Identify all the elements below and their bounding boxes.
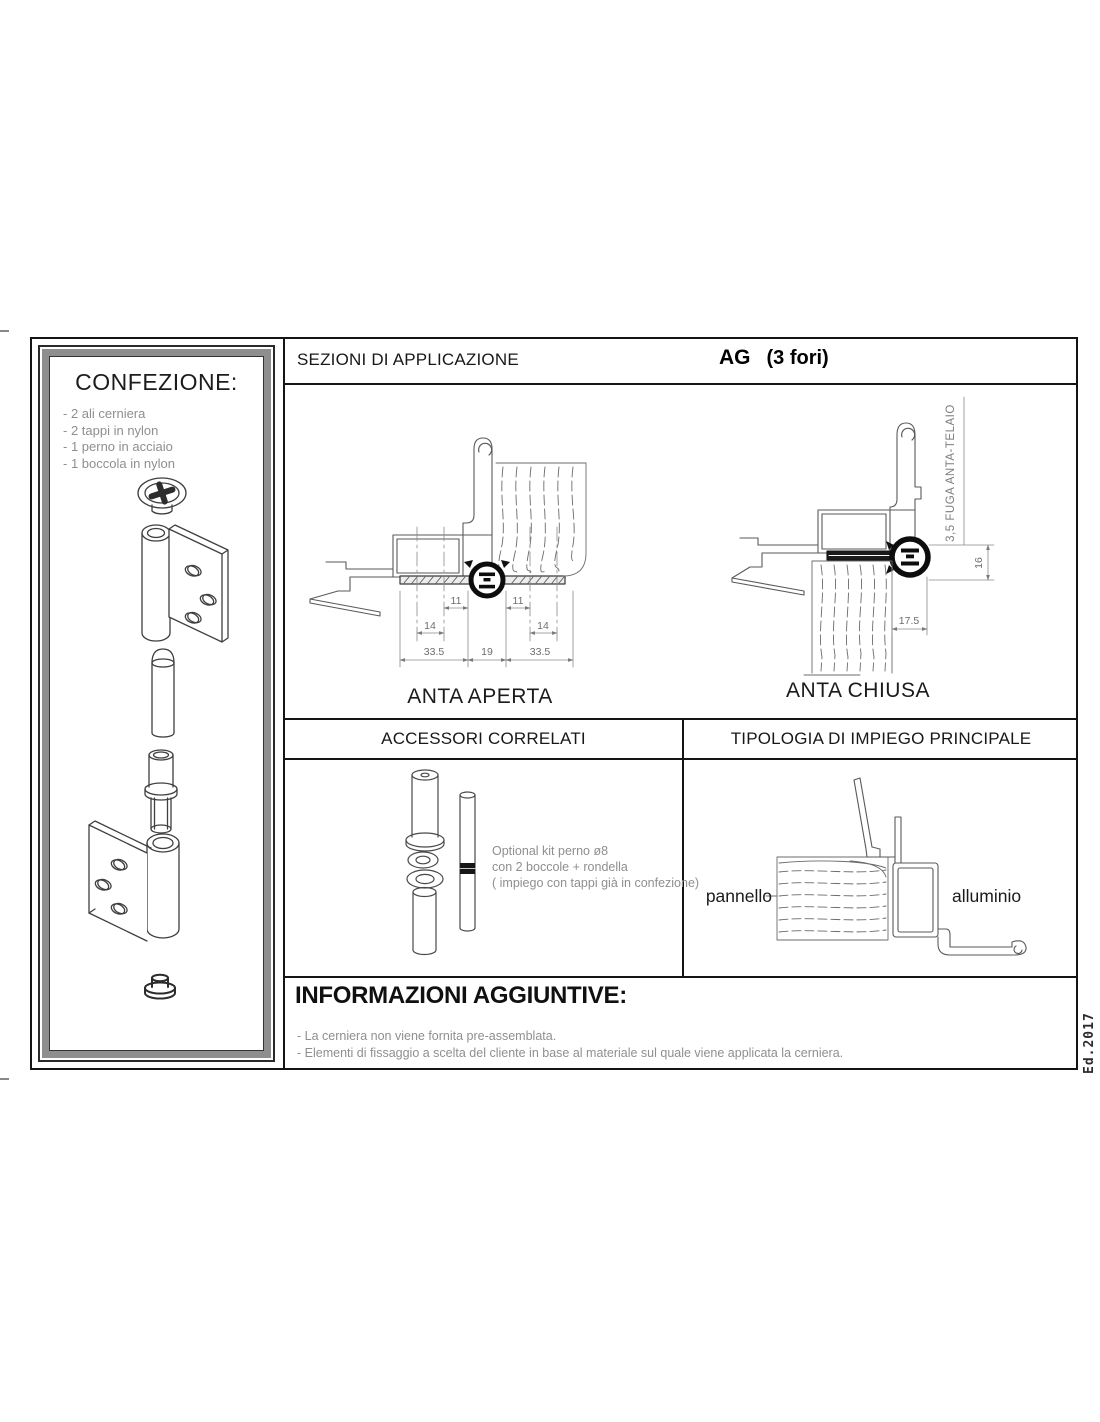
dim-17-5: 17.5: [898, 615, 920, 627]
pannello-label: pannello: [705, 886, 772, 906]
informazioni-bullet: - La cerniera non viene fornita pre-assemblata.: [297, 1029, 557, 1043]
edition-label: Ed.2017: [1082, 1012, 1097, 1074]
anta-aperta-label: ANTA APERTA: [407, 685, 553, 708]
sezioni-header: SEZIONI DI APPLICAZIONE: [297, 350, 519, 369]
accessori-note: [492, 843, 712, 891]
model-code: AG: [719, 346, 751, 369]
confezione-box: [38, 345, 275, 1062]
dim-16: 16: [973, 557, 985, 569]
hinge-wing-lower: [89, 821, 179, 941]
steel-pin: [152, 649, 174, 737]
hinge-plate-closed: [827, 551, 897, 560]
note-line: Optional kit perno ø8: [492, 844, 609, 858]
anta-chiusa-label: ANTA CHIUSA: [786, 679, 930, 702]
hinge-wing-upper: [142, 525, 228, 642]
model-suffix: (3 fori): [766, 347, 829, 369]
accessori-header: ACCESSORI CORRELATI: [381, 729, 586, 748]
spare-pin: [460, 792, 475, 931]
dim-19: 19: [481, 646, 493, 658]
confezione-item: - 1 boccola in nylon: [63, 455, 176, 471]
pin-with-bushings: [406, 770, 444, 955]
alluminio-label: alluminio: [952, 886, 1022, 906]
dim-33-5-left: 33.5: [423, 646, 445, 658]
dim-11-left: 11: [450, 595, 462, 607]
confezione-column: [32, 339, 285, 1068]
informazioni-bullets: [297, 1028, 843, 1062]
note-line: con 2 boccole + rondella: [492, 860, 628, 874]
tipologia-drawing: [700, 765, 1040, 975]
anta-chiusa-diagram: [700, 395, 1030, 710]
drawing-sheet: [30, 337, 1078, 1070]
confezione-content: [49, 356, 264, 1051]
crop-mark-top: [0, 330, 9, 332]
aluminium-profile-open: [310, 438, 492, 616]
dim-33-5-right: 33.5: [529, 646, 551, 658]
exploded-hinge-drawing: [52, 457, 267, 1037]
dim-fuga-anta-telaio: 3,5 FUGA ANTA-TELAIO: [945, 404, 957, 542]
anta-aperta-diagram: [300, 405, 630, 715]
confezione-title: CONFEZIONE:: [75, 369, 238, 395]
crop-mark-bottom: [0, 1078, 9, 1080]
wood-panel-open: [496, 463, 586, 576]
informazioni-row: [285, 976, 1078, 1068]
screw-icon: [138, 477, 186, 514]
informazioni-bullet: - Elementi di fissaggio a scelta del cliente in base al materiale sul quale viene applicata la cerniera.: [297, 1046, 844, 1060]
dim-11-right: 11: [512, 595, 524, 607]
informazioni-title: INFORMAZIONI AGGIUNTIVE:: [295, 982, 627, 1009]
dim-14-right: 14: [537, 620, 549, 632]
nylon-bushing: [145, 750, 177, 833]
dim-14-left: 14: [424, 620, 436, 632]
model-title: [719, 346, 829, 370]
tipologia-header: TIPOLOGIA DI IMPIEGO PRINCIPALE: [730, 729, 1032, 748]
wood-panel-section: [766, 857, 888, 940]
confezione-item: - 1 perno in acciaio: [63, 439, 173, 454]
sezioni-header-row: [285, 339, 1078, 385]
hinge-knuckle-icon: [464, 560, 510, 596]
dimension-lines-closed: [892, 397, 994, 635]
confezione-item: - 2 tappi in nylon: [63, 422, 159, 438]
note-line: ( impiego con tappi già in confezione): [492, 876, 700, 890]
confezione-gray-frame: [42, 349, 271, 1058]
wood-panel-closed: [804, 561, 892, 675]
confezione-item: - 2 ali cerniera: [63, 406, 146, 421]
nylon-cap: [145, 975, 175, 999]
